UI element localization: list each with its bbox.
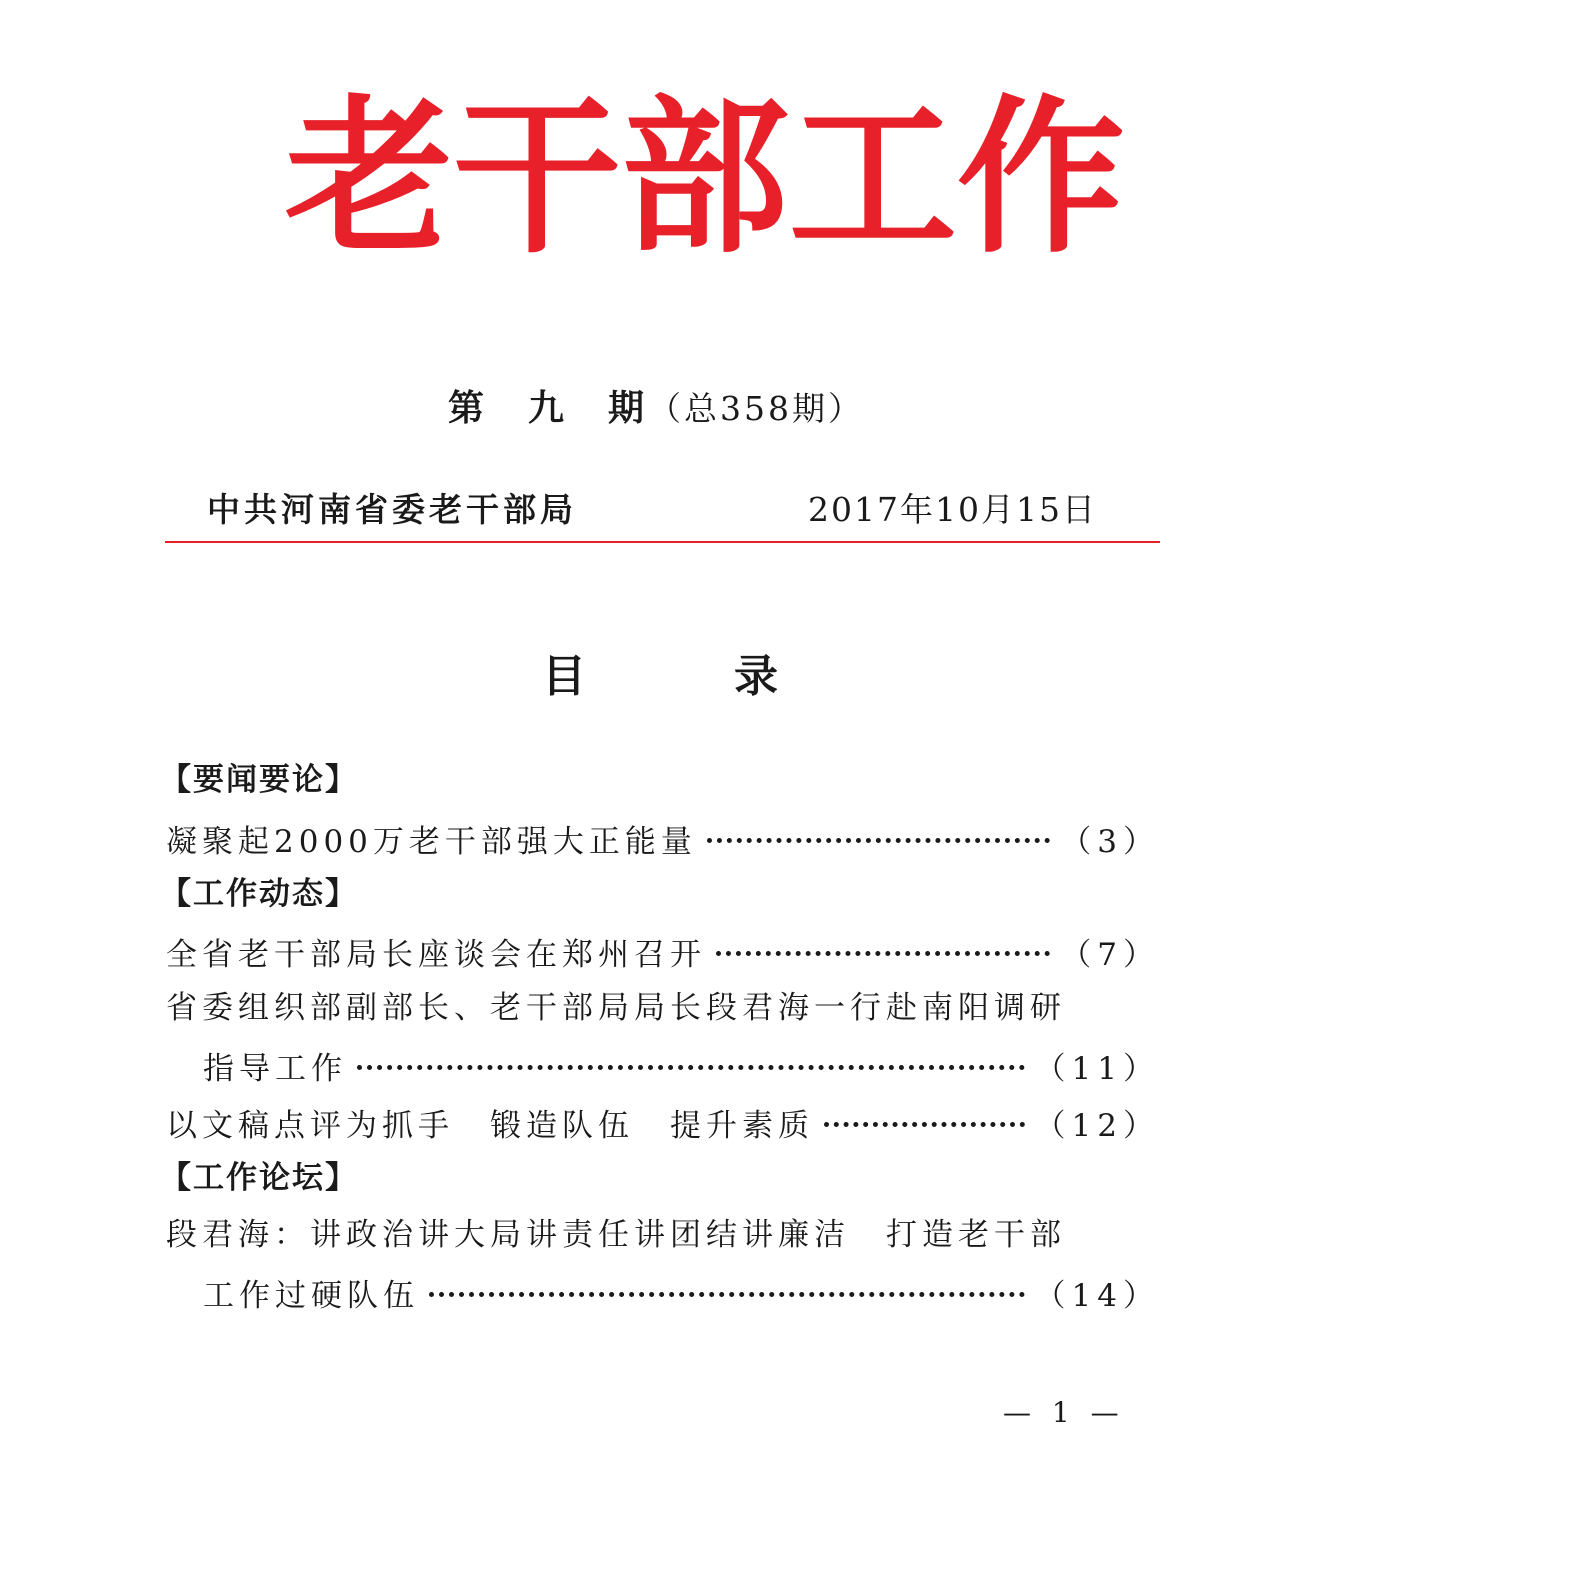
toc-entry-page: （11） xyxy=(1034,1050,1160,1087)
dot-leader xyxy=(824,1122,1025,1127)
header-divider xyxy=(165,541,1160,543)
issue-number xyxy=(448,387,865,429)
toc-entry-title: 全省老干部局长座谈会在郑州召开 xyxy=(166,936,706,973)
toc-entry-title-line1[interactable]: 省委组织部副部长、老干部局局长段君海一行赴南阳调研 xyxy=(166,990,1066,1026)
issue-total: （总358期） xyxy=(648,389,865,428)
toc-title-char-1: 目 xyxy=(542,651,586,702)
issue-main: 第九期 xyxy=(448,387,689,429)
toc-title-char-2: 录 xyxy=(734,651,778,702)
toc-section-heading: 【工作动态】 xyxy=(160,876,358,912)
masthead-char: 作 xyxy=(957,80,1125,276)
toc-section-heading: 【要闻要论】 xyxy=(160,762,358,798)
page-number: — 1 — xyxy=(1003,1396,1125,1429)
masthead-char: 工 xyxy=(789,80,957,276)
masthead-char: 老 xyxy=(285,80,453,276)
masthead-char: 干 xyxy=(453,80,621,276)
toc-entry[interactable] xyxy=(166,929,1160,973)
toc-entry-title: 凝聚起2000万老干部强大正能量 xyxy=(166,823,697,860)
toc-entry-title-line2: 指导工作 xyxy=(203,1050,347,1087)
toc-section-heading: 【工作论坛】 xyxy=(160,1160,358,1196)
toc-entry-page: （3） xyxy=(1060,823,1160,860)
toc-entry-page: （14） xyxy=(1034,1277,1160,1314)
toc-entry-title-line2: 工作过硬队伍 xyxy=(203,1277,419,1314)
toc-entry-page: （12） xyxy=(1034,1107,1160,1144)
dot-leader xyxy=(357,1065,1025,1070)
dot-leader xyxy=(707,838,1050,843)
toc-entry-page: （7） xyxy=(1060,936,1160,973)
toc-entry-title-line1[interactable]: 段君海：讲政治讲大局讲责任讲团结讲廉洁 打造老干部 xyxy=(166,1217,1066,1253)
toc-entry[interactable] xyxy=(203,1043,1160,1087)
dot-leader xyxy=(716,951,1050,956)
dot-leader xyxy=(429,1292,1025,1297)
toc-entry[interactable] xyxy=(166,816,1160,860)
toc-entry[interactable] xyxy=(203,1270,1160,1314)
toc-title xyxy=(542,651,778,702)
masthead-title xyxy=(285,80,1125,276)
publisher-name: 中共河南省委老干部局 xyxy=(207,490,577,529)
issue-date: 2017年10月15日 xyxy=(808,490,1097,529)
toc-entry-title: 以文稿点评为抓手 锻造队伍 提升素质 xyxy=(166,1107,814,1144)
toc-entry[interactable] xyxy=(166,1100,1160,1144)
masthead-char: 部 xyxy=(621,80,789,276)
